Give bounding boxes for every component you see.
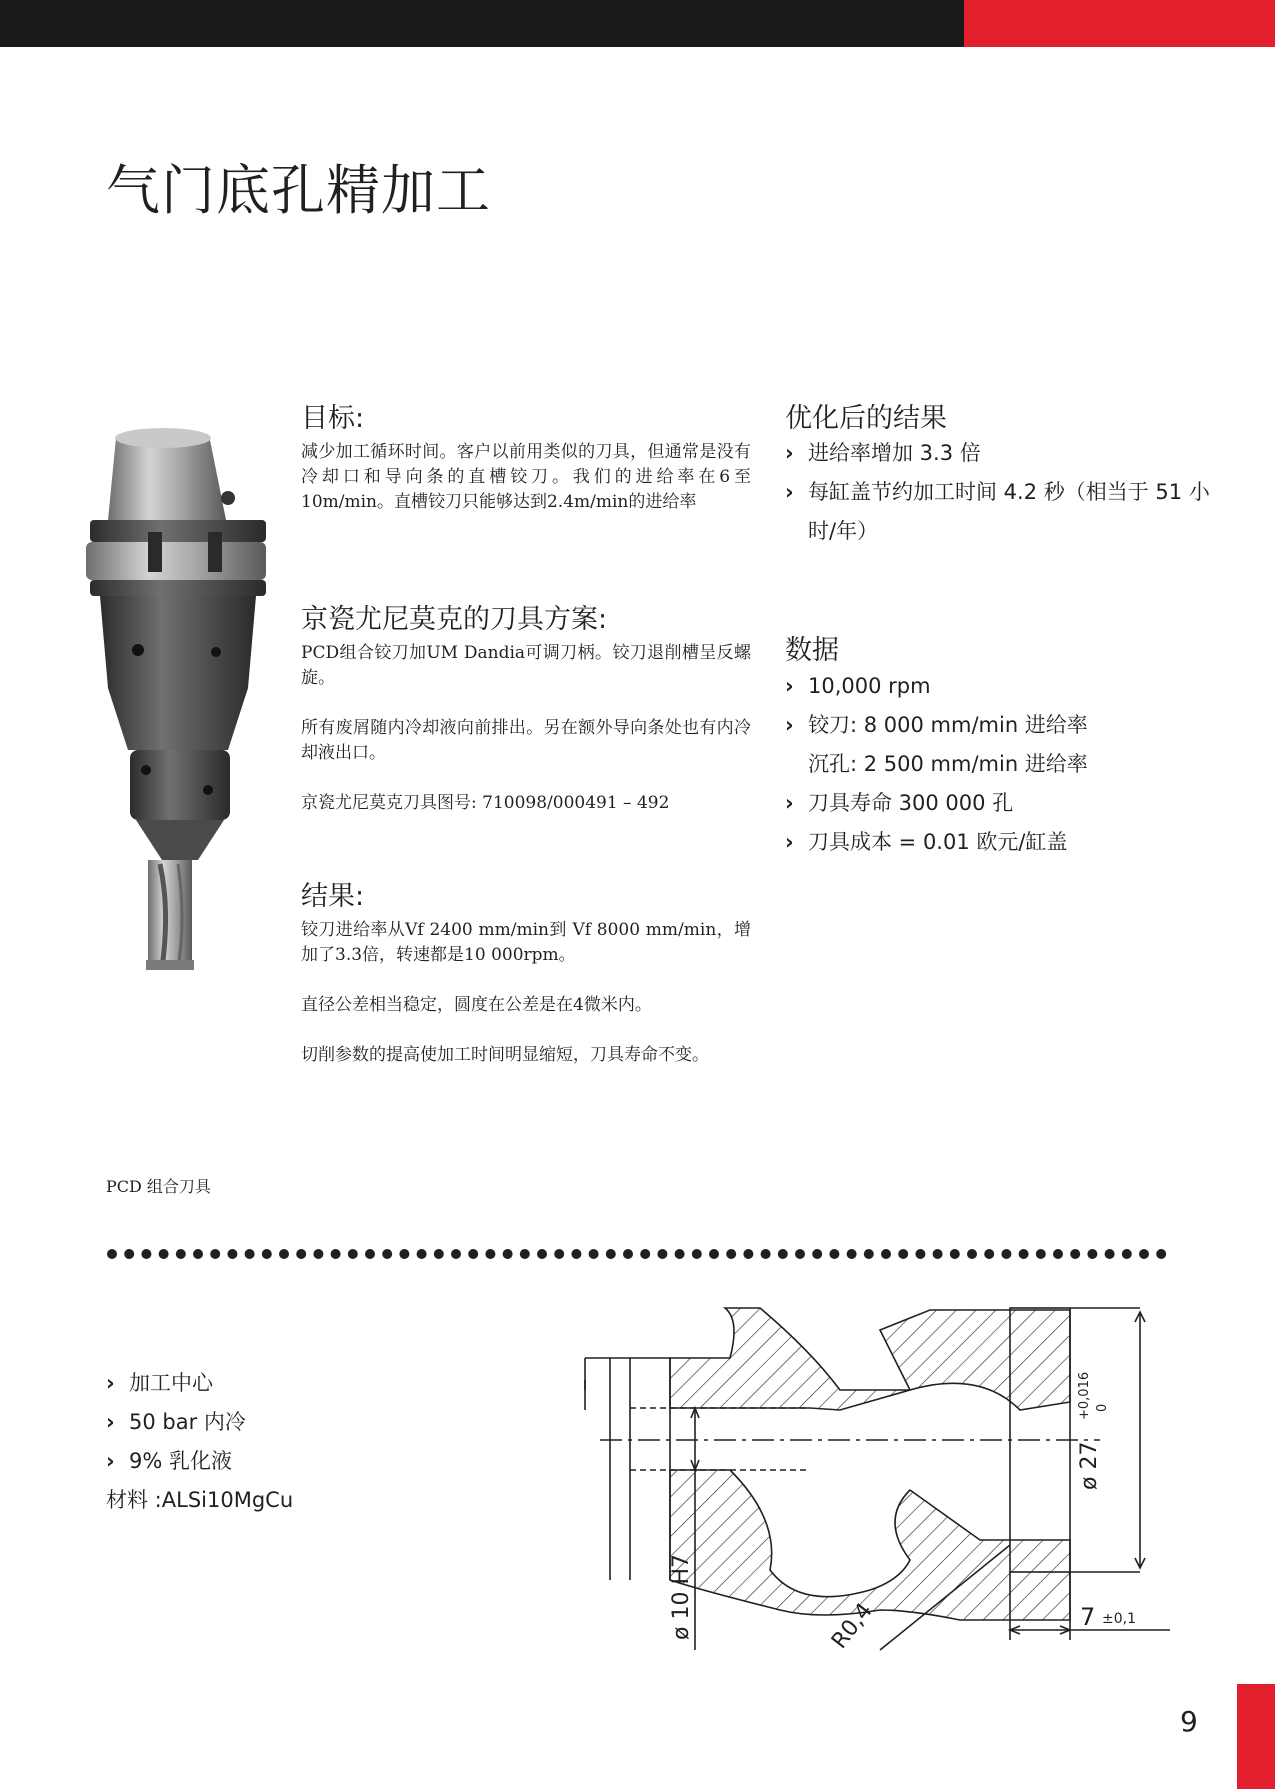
divider-dot	[227, 1249, 237, 1259]
reamer-tool-image	[78, 420, 278, 980]
divider-dot	[984, 1249, 994, 1259]
solution-heading: 京瓷尤尼莫克的刀具方案:	[301, 604, 608, 635]
dim-main-diameter: ø 27	[1077, 1441, 1102, 1490]
list-item: › 进给率增加 3.3 倍	[785, 434, 1225, 473]
divider-dot	[915, 1249, 925, 1259]
result-paragraph: 直径公差相当稳定，圆度在公差是在4微米内。	[301, 995, 652, 1015]
conditions-list	[106, 1364, 406, 1520]
bullet-chevron-icon: ›	[785, 713, 794, 737]
divider-dot	[1105, 1249, 1115, 1259]
page-number: 9	[1180, 1705, 1198, 1738]
divider-dot	[331, 1249, 341, 1259]
list-item: › 50 bar 内冷	[106, 1403, 406, 1442]
divider-dot	[571, 1249, 581, 1259]
divider-dot	[726, 1249, 736, 1259]
divider-dot	[485, 1249, 495, 1259]
divider-dot	[778, 1249, 788, 1259]
divider-dot	[365, 1249, 375, 1259]
material-label: 材料 :ALSi10MgCu	[106, 1488, 294, 1512]
divider-dot	[296, 1249, 306, 1259]
dim-depth-tolerance: ±0,1	[1102, 1611, 1136, 1627]
divider-dot	[709, 1249, 719, 1259]
objective-heading: 目标:	[301, 403, 365, 434]
dim-bore-diameter: ø 10 H7	[669, 1554, 694, 1640]
divider-dot	[606, 1249, 616, 1259]
dim-tolerance-lower: 0	[1095, 1403, 1110, 1412]
divider-dot	[881, 1249, 891, 1259]
solution-paragraph: 所有废屑随内冷却液向前排出。另在额外导向条处也有内冷却液出口。	[301, 718, 751, 763]
solution-paragraph: PCD组合铰刀加UM Dandia可调刀柄。铰刀退削槽呈反螺旋。	[301, 643, 751, 688]
dim-depth: 7	[1080, 1603, 1096, 1631]
divider-dot	[623, 1249, 633, 1259]
divider-dot	[382, 1249, 392, 1259]
divider-dot	[503, 1249, 513, 1259]
tool-caption: PCD 组合刀具	[106, 1177, 211, 1196]
divider-dot	[743, 1249, 753, 1259]
divider-dot	[640, 1249, 650, 1259]
divider-dot	[1053, 1249, 1063, 1259]
list-item: › 刀具寿命 300 000 孔	[785, 784, 1225, 823]
bullet-chevron-icon: ›	[785, 674, 794, 698]
divider-dot	[1087, 1249, 1097, 1259]
list-item: › 10,000 rpm	[785, 667, 1225, 706]
divider-dot	[1036, 1249, 1046, 1259]
divider-dot	[1156, 1249, 1166, 1259]
divider-dot	[1001, 1249, 1011, 1259]
list-item: › 每缸盖节约加工时间 4.2 秒（相当于 51 小时/年）	[785, 473, 1225, 551]
bullet-chevron-icon: ›	[106, 1371, 115, 1395]
divider-dot	[520, 1249, 530, 1259]
result-heading: 结果:	[301, 881, 365, 912]
divider-dot	[451, 1249, 461, 1259]
divider-dot	[554, 1249, 564, 1259]
divider-dot	[141, 1249, 151, 1259]
divider-dot	[210, 1249, 220, 1259]
divider-dot	[829, 1249, 839, 1259]
divider-dot	[468, 1249, 478, 1259]
divider-dot	[279, 1249, 289, 1259]
objective-text	[301, 440, 751, 515]
divider-dot	[107, 1249, 117, 1259]
technical-drawing	[580, 1290, 1220, 1670]
divider-dot	[675, 1249, 685, 1259]
divider-dot	[795, 1249, 805, 1259]
top-bar-red	[964, 0, 1275, 47]
divider-dot	[589, 1249, 599, 1259]
solution-text	[301, 641, 751, 816]
divider-dot	[245, 1249, 255, 1259]
list-item: 沉孔: 2 500 mm/min 进给率	[808, 752, 1088, 776]
list-item: › 9% 乳化液	[106, 1442, 406, 1481]
dim-radius: R0,4	[827, 1598, 878, 1654]
bullet-chevron-icon: ›	[106, 1449, 115, 1473]
divider-dot	[950, 1249, 960, 1259]
divider-dot	[193, 1249, 203, 1259]
divider-dot	[812, 1249, 822, 1259]
divider-dot	[262, 1249, 272, 1259]
page-number-red-block	[1237, 1684, 1275, 1789]
divider-dot	[864, 1249, 874, 1259]
list-item: › 铰刀: 8 000 mm/min 进给率	[785, 706, 1225, 745]
data-heading: 数据	[785, 635, 839, 666]
bullet-chevron-icon: ›	[785, 791, 794, 815]
result-paragraph: 铰刀进给率从Vf 2400 mm/min到 Vf 8000 mm/min，增加了3.3倍，转速都是10 000rpm。	[301, 920, 751, 965]
dim-tolerance-upper: +0,016	[1077, 1371, 1092, 1420]
divider-dot	[898, 1249, 908, 1259]
divider-dot	[692, 1249, 702, 1259]
bullet-chevron-icon: ›	[106, 1410, 115, 1434]
dotted-divider	[106, 1246, 1170, 1262]
divider-dot	[159, 1249, 169, 1259]
bullet-chevron-icon: ›	[785, 830, 794, 854]
divider-dot	[761, 1249, 771, 1259]
data-list	[785, 667, 1225, 862]
objective-paragraph: 减少加工循环时间。客户以前用类似的刀具，但通常是没有冷却口和导向条的直槽铰刀。我们的进给率在6至10m/min。直槽铰刀只能够达到2.4m/min的进给率	[301, 442, 751, 512]
divider-dot	[313, 1249, 323, 1259]
divider-dot	[933, 1249, 943, 1259]
divider-dot	[657, 1249, 667, 1259]
divider-dot	[417, 1249, 427, 1259]
optimized-heading: 优化后的结果	[785, 403, 947, 434]
top-bar-black	[0, 0, 964, 47]
divider-dot	[399, 1249, 409, 1259]
divider-dot	[124, 1249, 134, 1259]
divider-dot	[847, 1249, 857, 1259]
result-paragraph: 切削参数的提高使加工时间明显缩短，刀具寿命不变。	[301, 1045, 709, 1065]
list-item: › 刀具成本 = 0.01 欧元/缸盖	[785, 823, 1225, 862]
tool-drawing-number: 京瓷尤尼莫克刀具图号: 710098/000491 – 492	[301, 793, 670, 813]
divider-dot	[1139, 1249, 1149, 1259]
divider-dot	[176, 1249, 186, 1259]
divider-dot	[1070, 1249, 1080, 1259]
divider-dot	[348, 1249, 358, 1259]
divider-dot	[967, 1249, 977, 1259]
divider-dot	[1019, 1249, 1029, 1259]
page-title: 气门底孔精加工	[106, 159, 491, 222]
bullet-chevron-icon: ›	[785, 441, 794, 465]
divider-dot	[537, 1249, 547, 1259]
bullet-chevron-icon: ›	[785, 480, 794, 504]
optimized-list	[785, 434, 1225, 551]
list-item: › 加工中心	[106, 1364, 406, 1403]
result-text	[301, 918, 751, 1068]
divider-dot	[434, 1249, 444, 1259]
divider-dot	[1122, 1249, 1132, 1259]
